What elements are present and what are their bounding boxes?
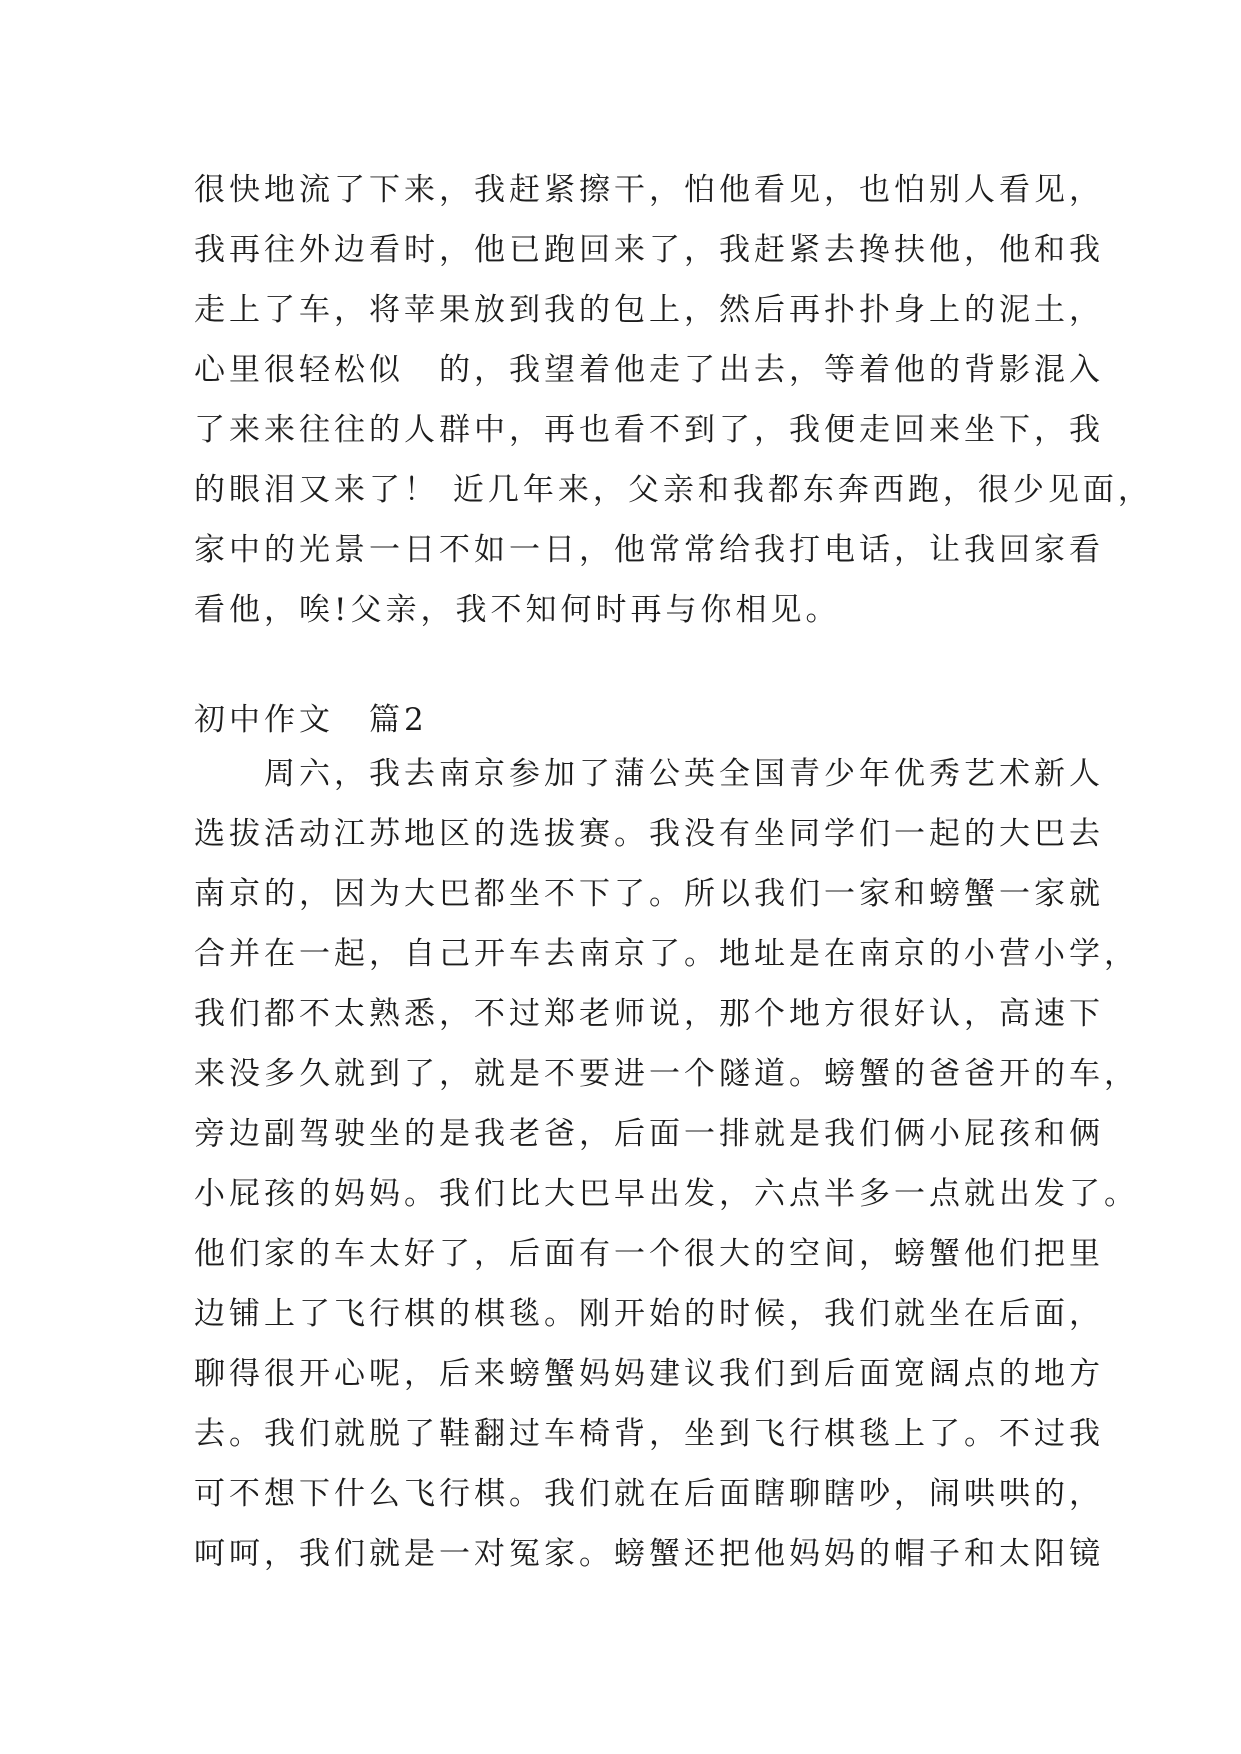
section-heading: 初中作文 篇2 bbox=[194, 702, 428, 738]
paragraph-2-line: 他们家的车太好了，后面有一个很大的空间，螃蟹他们把里 bbox=[194, 1236, 1104, 1272]
section-heading-block bbox=[194, 690, 1074, 750]
paragraph-2-line: 边铺上了飞行棋的棋毯。刚开始的时候，我们就坐在后面， bbox=[194, 1296, 1104, 1332]
paragraph-2 bbox=[194, 744, 1139, 1584]
paragraph-2-line: 小屁孩的妈妈。我们比大巴早出发，六点半多一点就出发了。 bbox=[194, 1176, 1139, 1212]
paragraph-2-line: 去。我们就脱了鞋翻过车椅背，坐到飞行棋毯上了。不过我 bbox=[194, 1416, 1104, 1452]
paragraph-2-line: 聊得很开心呢，后来螃蟹妈妈建议我们到后面宽阔点的地方 bbox=[194, 1356, 1104, 1392]
paragraph-2-line: 合并在一起，自己开车去南京了。地址是在南京的小营小学， bbox=[194, 936, 1139, 972]
paragraph-2-line: 周六，我去南京参加了蒲公英全国青少年优秀艺术新人 bbox=[194, 756, 1104, 792]
paragraph-1-line: 心里很轻松似 的，我望着他走了出去，等着他的背影混入 bbox=[194, 352, 1104, 388]
paragraph-2-line: 来没多久就到了，就是不要进一个隧道。螃蟹的爸爸开的车， bbox=[194, 1056, 1139, 1092]
paragraph-1-line: 看他，唉!父亲，我不知何时再与你相见。 bbox=[194, 592, 841, 628]
paragraph-1-line: 我再往外边看时，他已跑回来了，我赶紧去搀扶他，他和我 bbox=[194, 232, 1104, 268]
paragraph-1-line: 家中的光景一日不如一日，他常常给我打电话，让我回家看 bbox=[194, 532, 1104, 568]
paragraph-2-line: 呵呵，我们就是一对冤家。螃蟹还把他妈妈的帽子和太阳镜 bbox=[194, 1536, 1104, 1572]
paragraph-1-line: 很快地流了下来，我赶紧擦干，怕他看见，也怕别人看见， bbox=[194, 172, 1104, 208]
paragraph-2-line: 选拔活动江苏地区的选拔赛。我没有坐同学们一起的大巴去 bbox=[194, 816, 1104, 852]
paragraph-2-line: 旁边副驾驶坐的是我老爸，后面一排就是我们俩小屁孩和俩 bbox=[194, 1116, 1104, 1152]
paragraph-1-line: 的眼泪又来了！ 近几年来，父亲和我都东奔西跑，很少见面， bbox=[194, 472, 1153, 508]
paragraph-1 bbox=[194, 160, 1153, 640]
paragraph-2-line: 我们都不太熟悉，不过郑老师说，那个地方很好认，高速下 bbox=[194, 996, 1104, 1032]
paragraph-2-line: 可不想下什么飞行棋。我们就在后面瞎聊瞎吵，闹哄哄的， bbox=[194, 1476, 1104, 1512]
paragraph-1-line: 了来来往往的人群中，再也看不到了，我便走回来坐下，我 bbox=[194, 412, 1104, 448]
paragraph-1-line: 走上了车，将苹果放到我的包上，然后再扑扑身上的泥土， bbox=[194, 292, 1104, 328]
paragraph-2-line: 南京的，因为大巴都坐不下了。所以我们一家和螃蟹一家就 bbox=[194, 876, 1104, 912]
